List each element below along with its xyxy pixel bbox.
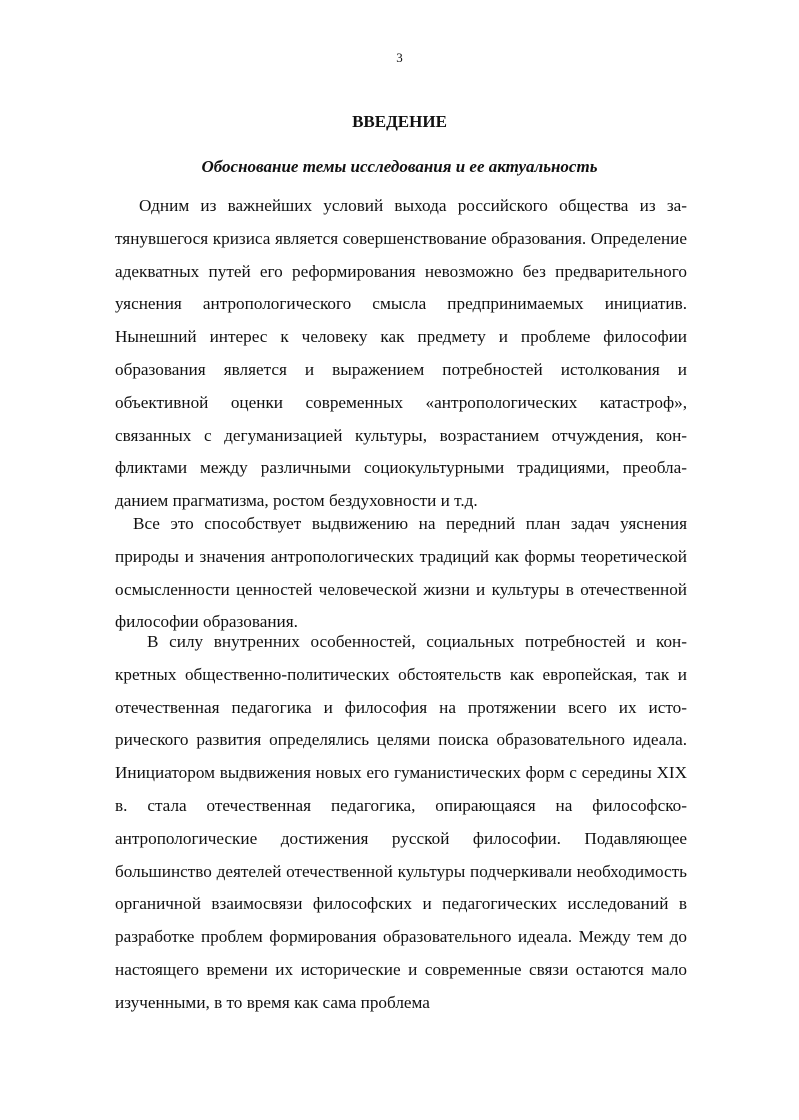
- section-subheading: Обоснование темы исследования и ее актуальность: [201, 157, 598, 176]
- body-paragraph-3: В силу внутренних особенностей, социальных потребностей и конкретных общественно-политических обстоятельств как европейская, так и отечественная педагогика и философия на протяжении всего их исторического развития определялись целями поиска образовательного идеала. Инициатором выдвижения новых его гуманистических форм с середины XIX в. стала отечественная педагогика, опирающаяся на философско-антропологические достижения русской философии. Подавляющее большинство деятелей отечественной культуры подчеркивали необходимость органичной взаимосвязи философских и педагогических исследований в разработке проблем формирования образовательного идеала. Между тем до настоящего времени их исторические и современные связи остаются мало изученными, в то время как сама проблема: [115, 632, 687, 1012]
- page-number: 3: [396, 50, 403, 65]
- body-paragraph-1: Одним из важнейших условий выхода российского общества из затянувшегося кризиса является совершенствование образования. Определение адекватных путей его реформирования невозможно без предварительного уяснения антропологического смысла предпринимаемых инициатив. Нынешний интерес к человеку как предмету и проблеме философии образования является и выражением потребностей истолкования и объективной оценки современных «антропологических катастроф», связанных с дегуманизацией культуры, возрастанием отчуждения, конфликтами между различными социокультурными традициями, преобладанием прагматизма, ростом бездуховности и т.д.: [115, 196, 687, 511]
- body-paragraph-2: Все это способствует выдвижению на передний план задач уяснения природы и значения антропологических традиций как формы теоретической осмысленности ценностей человеческой жизни и культуры в отечественной философии образования.: [115, 514, 687, 632]
- section-heading: ВВЕДЕНИЕ: [352, 112, 447, 131]
